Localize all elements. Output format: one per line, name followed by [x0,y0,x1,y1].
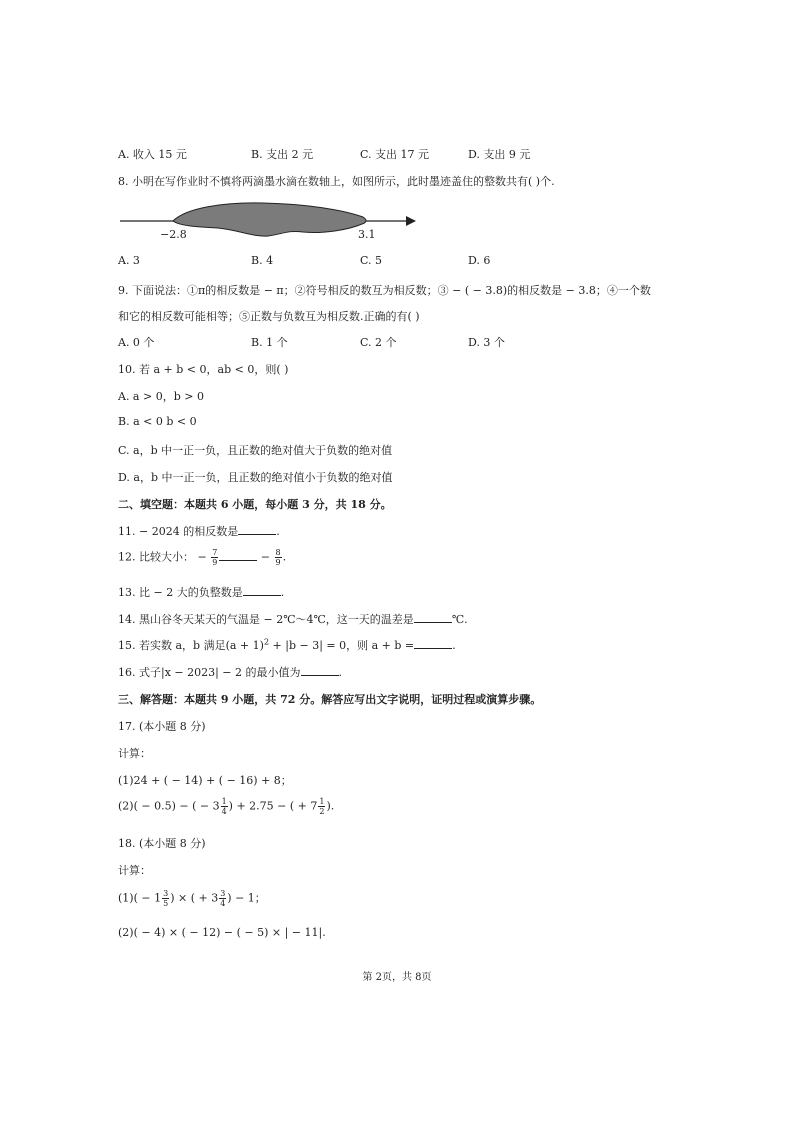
q17-fraction-1 [221,797,228,816]
q12-fraction-1 [211,548,218,567]
q10-stem: 10. 若 a + b < 0，ab < 0，则( ) [118,363,289,376]
q15-exponent: 2 [263,637,270,647]
q15-text: 15. 若实数 a，b 满足(a + 1) [118,639,264,652]
q15-blank [414,638,452,649]
ink-blot [173,203,366,236]
q17-part2-text: (2)( − 0.5) − ( − 3 [118,799,220,813]
q17-fraction-2-den: 2 [319,807,325,816]
q18-fraction-2-den: 4 [220,899,226,908]
q11-blank [238,524,276,535]
q17-part2 [118,797,334,816]
q12-text: 12. 比较大小： − [118,550,211,564]
q13-post: . [280,586,285,599]
q12-post: . [282,550,287,564]
q10-option-c: C. a，b 中一正一负，且正数的绝对值大于负数的绝对值 [118,444,393,457]
q7-option-a: A. 收入 15 元 [118,148,187,161]
q12-fraction-1-num: 7 [212,548,218,557]
q18-calc-label: 计算： [118,864,151,877]
q17-part2-post: ). [326,799,335,813]
q12-fraction-2 [275,548,282,567]
number-line-arrow [406,216,416,226]
q17-part1: (1)24 + ( − 14) + ( − 16) + 8； [118,774,292,787]
q18-part1-post: ) − 1； [227,891,266,905]
label-right: 3.1 [358,228,376,241]
q14-post: ℃. [451,613,468,626]
q7-option-d: D. 支出 9 元 [468,148,531,161]
q18-part1-mid: ) × ( + 3 [170,891,219,905]
q16 [118,664,342,680]
q14-blank [414,612,452,623]
q11 [118,523,280,539]
q18-part1 [118,889,266,908]
q8-stem: 8. 小明在写作业时不慎将两滴墨水滴在数轴上，如图所示，此时墨迹盖住的整数共有( )个. [118,175,555,188]
q9-option-a: A. 0 个 [118,336,155,349]
section3-heading: 三、解答题：本题共 9 小题，共 72 分。解答应写出文字说明，证明过程或演算步骤。 [118,693,542,706]
q12-fraction-2-num: 8 [275,548,281,557]
q9-option-b: B. 1 个 [251,336,288,349]
q11-post: . [276,525,280,538]
number-line-figure [118,200,418,242]
q17-fraction-1-num: 1 [221,797,227,806]
q18-fraction-1 [162,889,169,908]
q17-part2-mid: ) + 2.75 − ( + 7 [228,799,318,813]
q13-blank [243,585,281,596]
q18-title: 18. (本小题 8 分) [118,837,206,850]
q12-fraction-2-den: 9 [275,558,281,567]
q17-fraction-1-den: 4 [221,807,227,816]
q17-fraction-2 [318,797,325,816]
q10-option-b: B. a < 0 b < 0 [118,415,197,428]
q15-mid: + |b − 3| = 0，则 a + b = [269,639,415,652]
q15-post: . [452,639,456,652]
q8-option-c: C. 5 [360,254,383,267]
section2-heading: 二、填空题：本题共 6 小题，每小题 3 分，共 18 分。 [118,498,392,511]
q12-fraction-1-den: 9 [212,558,218,567]
q7-option-b: B. 支出 2 元 [251,148,314,161]
q16-blank [301,665,339,676]
q18-fraction-1-den: 5 [163,899,169,908]
q18-part2: (2)( − 4) × ( − 12) − ( − 5) × | − 11|. [118,926,326,939]
q18-part1-text: (1)( − 1 [118,891,162,905]
q16-post: . [338,666,343,679]
q10-option-a: A. a > 0，b > 0 [118,390,204,403]
q17-calc-label: 计算： [118,747,151,760]
q18-fraction-2-num: 3 [220,889,226,898]
q9-option-d: D. 3 个 [468,336,505,349]
q12 [118,548,286,567]
q12-blank [219,550,257,561]
q11-text: 11. − 2024 的相反数是 [118,525,239,538]
q13-text: 13. 比 − 2 大的负整数是 [118,586,243,599]
q14 [118,611,468,627]
q17-title: 17. (本小题 8 分) [118,720,206,733]
label-left: −2.8 [160,228,187,241]
q8-option-a: A. 3 [118,254,140,267]
q18-fraction-1-num: 3 [163,889,169,898]
q15 [118,637,456,653]
q13 [118,584,284,600]
q8-option-b: B. 4 [251,254,274,267]
q12-mid: − [257,550,274,564]
q9-line2: 和它的相反数可能相等；⑤正数与负数互为相反数.正确的有( ) [118,310,420,323]
q18-fraction-2 [219,889,226,908]
page-footer: 第 2页，共 8页 [362,972,432,983]
q10-option-d: D. a，b 中一正一负，且正数的绝对值小于负数的绝对值 [118,471,393,484]
q9-line1: 9. 下面说法：①π的相反数是 − π；②符号相反的数互为相反数；③ − ( − 3.8)的相反数是 − 3.8；④一个数 [118,284,651,297]
q7-option-c: C. 支出 17 元 [360,148,430,161]
q16-text: 16. 式子|x − 2023| − 2 的最小值为 [118,666,301,679]
q14-text: 14. 黑山谷冬天某天的气温是 − 2℃～4℃，这一天的温差是 [118,613,414,626]
q17-fraction-2-num: 1 [319,797,325,806]
q9-option-c: C. 2 个 [360,336,397,349]
q8-option-d: D. 6 [468,254,491,267]
